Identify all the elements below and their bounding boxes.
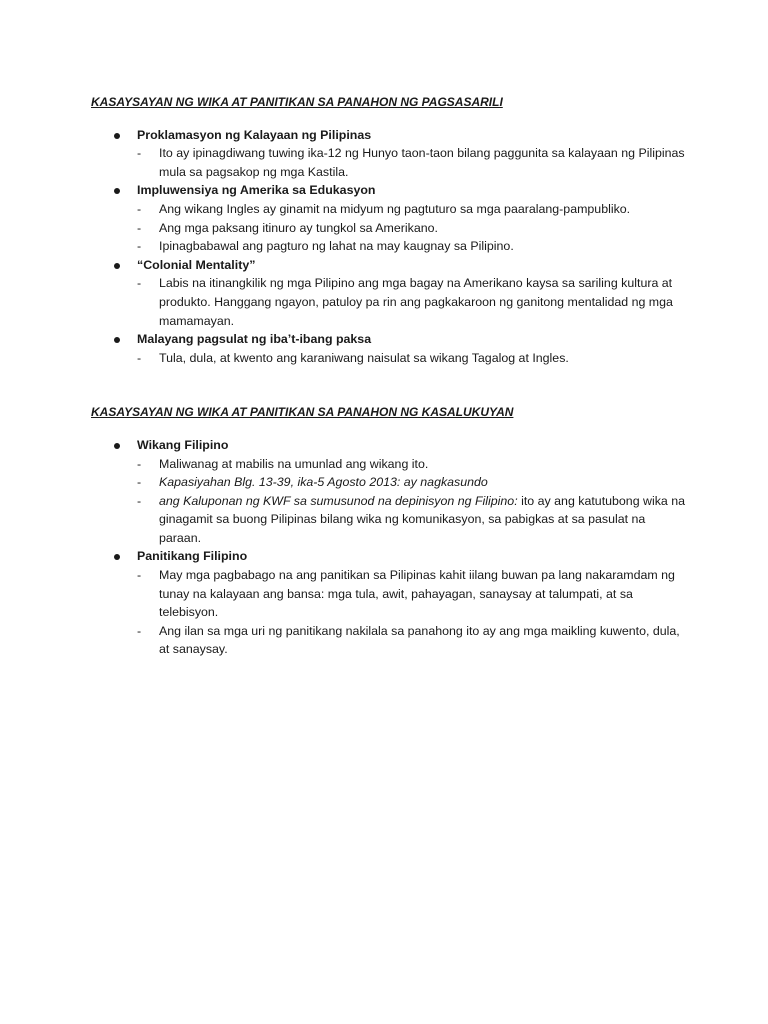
point-list	[137, 274, 688, 330]
point-text: Ang mga paksang itinuro ay tungkol sa Amerikano.	[159, 220, 438, 235]
point-text: Tula, dula, at kwento ang karaniwang naisulat sa wikang Tagalog at Ingles.	[159, 350, 569, 365]
point-item	[137, 144, 688, 181]
point-text: Ang ilan sa mga uri ng panitikang nakilala sa panahong ito ay ang mga maikling kuwento, dula, at sanaysay.	[159, 623, 680, 657]
point-text: Labis na itinangkilik ng mga Pilipino ang mga bagay na Amerikano kaysa sa sariling kultura at produkto. Hanggang ngayon, patuloy pa rin ang pagkakaroon ng ganitong mentalidad ng mga mamamayan.	[159, 276, 673, 328]
topic-heading: Panitikang Filipino	[137, 549, 248, 564]
point-item	[137, 566, 688, 622]
point-list	[137, 349, 688, 368]
topic-item	[91, 547, 688, 659]
point-italic-text: Kapasiyahan Blg. 13-39, ika-5 Agosto 2013: ay nagkasundo	[159, 475, 488, 490]
dash-icon: -	[137, 456, 142, 471]
section-title: KASAYSAYAN NG WIKA AT PANITIKAN SA PANAHON NG PAGSASARILI	[91, 95, 503, 109]
topic-list	[91, 436, 688, 659]
bullet-icon	[114, 133, 120, 139]
topic-heading: Proklamasyon ng Kalayaan ng Pilipinas	[137, 127, 372, 142]
topic-item	[91, 256, 688, 330]
point-item	[137, 237, 688, 256]
dash-icon: -	[137, 623, 142, 638]
dash-icon: -	[137, 146, 142, 161]
dash-icon: -	[137, 568, 142, 583]
point-list	[137, 566, 688, 659]
topic-list	[91, 126, 688, 368]
dash-icon: -	[137, 239, 142, 254]
point-text: Ito ay ipinagdiwang tuwing ika-12 ng Hunyo taon-taon bilang paggunita sa kalayaan ng Pilipinas mula sa pagsakop ng mga Kastila.	[159, 146, 685, 179]
bullet-icon	[114, 554, 120, 560]
topic-item	[91, 126, 688, 182]
point-text: Ang wikang Ingles ay ginamit na midyum ng pagtuturo sa mga paaralang-pampubliko.	[159, 201, 631, 216]
point-item	[137, 349, 688, 368]
topic-item	[91, 181, 688, 255]
point-italic-text: ang Kaluponan ng KWF sa sumusunod na depinisyon ng Filipino:	[159, 493, 518, 508]
point-item	[137, 473, 688, 492]
section-pagsasarili	[91, 93, 688, 367]
point-list	[137, 200, 688, 256]
point-text: ito ay ang katutubong wika na ginagamit sa buong Pilipinas bilang wika ng komunikasyon, sa pabigkas at sa pasulat na paraan.	[159, 493, 686, 545]
point-list	[137, 144, 688, 181]
dash-icon: -	[137, 493, 142, 508]
bullet-icon	[114, 443, 120, 449]
section-title: KASAYSAYAN NG WIKA AT PANITIKAN SA PANAHON NG KASALUKUYAN	[91, 405, 514, 420]
point-text: Ipinagbabawal ang pagturo ng lahat na may kaugnay sa Pilipino.	[159, 239, 514, 254]
dash-icon: -	[137, 201, 142, 216]
topic-heading: Wikang Filipino	[137, 437, 229, 452]
topic-heading: Impluwensiya ng Amerika sa Edukasyon	[137, 183, 376, 198]
dash-icon: -	[137, 475, 142, 490]
point-item	[137, 492, 688, 548]
dash-icon: -	[137, 350, 142, 365]
topic-item	[91, 436, 688, 548]
point-item	[137, 622, 688, 659]
topic-item	[91, 330, 688, 367]
bullet-icon	[114, 263, 120, 269]
topic-heading: “Colonial Mentality”	[137, 257, 256, 272]
point-item	[137, 274, 688, 330]
section-kasalukuyan	[91, 403, 688, 659]
point-item	[137, 219, 688, 238]
dash-icon: -	[137, 220, 142, 235]
topic-heading: Malayang pagsulat ng iba’t-ibang paksa	[137, 332, 372, 347]
point-item	[137, 200, 688, 219]
point-text: Maliwanag at mabilis na umunlad ang wikang ito.	[159, 456, 429, 471]
bullet-icon	[114, 337, 120, 343]
dash-icon: -	[137, 276, 142, 291]
point-list	[137, 455, 688, 548]
point-text: May mga pagbabago na ang panitikan sa Pilipinas kahit iilang buwan pa lang nakaramdam ng tunay na kalayaan ang bansa: mga tula, awit, pahayagan, sanaysay at talumpati, at sa telebisyon.	[159, 568, 675, 620]
point-item	[137, 455, 688, 474]
bullet-icon	[114, 188, 120, 194]
